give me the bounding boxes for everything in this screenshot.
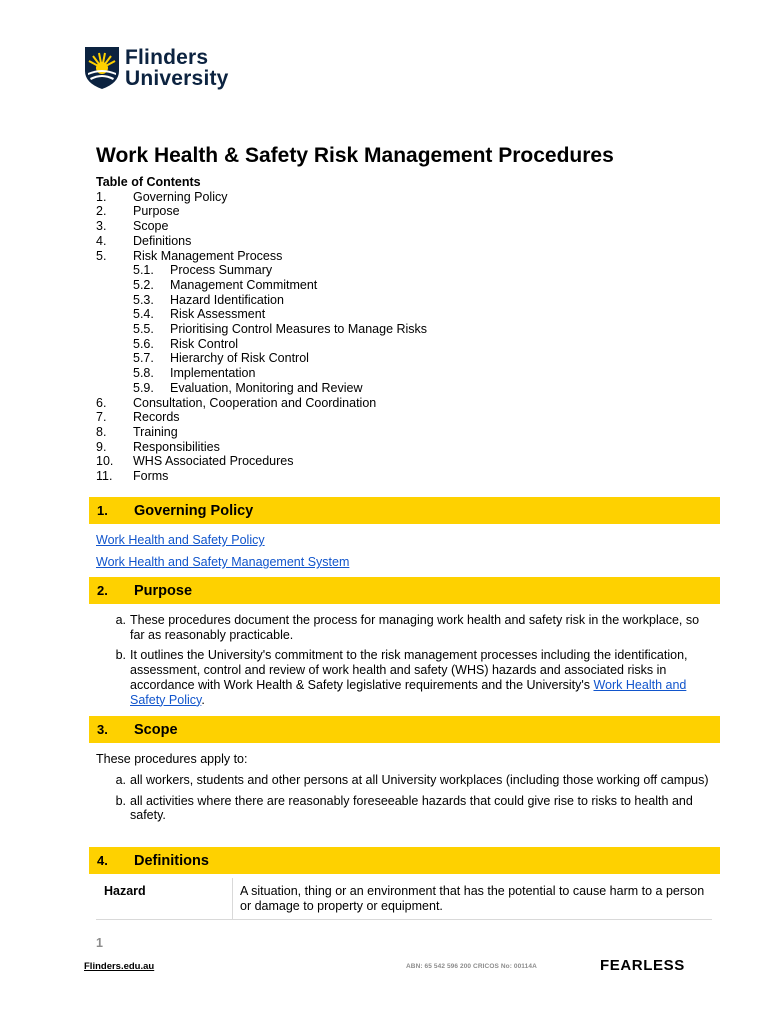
toc-item[interactable] [96, 249, 427, 264]
toc-item-label: Consultation, Cooperation and Coordination [133, 395, 377, 410]
table-of-contents [96, 175, 427, 484]
toc-item-number: 5.3. [133, 292, 154, 307]
toc-item-number: 10. [96, 454, 114, 469]
toc-item-label: Purpose [133, 204, 180, 219]
scope-intro: These procedures apply to: [96, 752, 248, 766]
list-marker: b. [115, 648, 126, 663]
toc-item-label: Governing Policy [133, 189, 228, 204]
toc-item[interactable] [96, 425, 427, 440]
section-heading-scope [89, 716, 720, 743]
toc-item-label: Hazard Identification [170, 292, 284, 307]
list-text: all activities where there are reasonably foreseeable hazards that could give rise to risks to health and safety. [130, 793, 693, 823]
toc-item-number: 3. [96, 219, 107, 234]
toc-item-number: 2. [96, 204, 107, 219]
toc-item[interactable] [96, 366, 427, 381]
section-heading-definitions [89, 847, 720, 874]
shield-icon [85, 47, 119, 89]
whs-policy-link[interactable]: Work Health and Safety Policy [96, 533, 265, 547]
toc-item-label: Risk Control [170, 336, 239, 351]
abn-cricos: ABN: 65 542 596 200 CRICOS No: 00114A [406, 963, 537, 970]
toc-item[interactable] [96, 351, 427, 366]
toc-item-number: 1. [96, 189, 107, 204]
toc-item-number: 5.1. [133, 263, 154, 278]
section-title: Definitions [134, 852, 209, 869]
toc-item[interactable] [96, 469, 427, 484]
toc-item-label: Responsibilities [133, 439, 220, 454]
list-marker: b. [115, 793, 126, 808]
toc-item-label: Implementation [170, 366, 256, 381]
list-marker: a. [115, 613, 126, 627]
toc-item[interactable] [96, 190, 427, 205]
toc-item-number: 11. [96, 469, 113, 484]
whs-management-system-link[interactable]: Work Health and Safety Management System [96, 555, 350, 569]
toc-item-number: 5.4. [133, 307, 154, 322]
list-item [96, 794, 712, 823]
definition-text: A situation, thing or an environment that has the potential to cause harm to a person or damage to property or equipment. [240, 884, 705, 913]
toc-item[interactable] [96, 381, 427, 396]
toc-item-number: 5.5. [133, 322, 154, 337]
section-title: Governing Policy [134, 502, 254, 519]
list-text-tail: . [201, 692, 205, 707]
toc-item-label: Risk Assessment [170, 307, 266, 322]
toc-heading: Table of Contents [96, 175, 201, 189]
toc-item-label: Evaluation, Monitoring and Review [170, 380, 363, 395]
toc-item-label: Forms [133, 469, 169, 484]
toc-item[interactable] [96, 263, 427, 278]
logo-line1: Flinders [125, 46, 209, 69]
website-link[interactable]: Flinders.edu.au [84, 961, 155, 972]
toc-item-label: Prioritising Control Measures to Manage Risks [170, 322, 428, 337]
toc-item[interactable] [96, 454, 427, 469]
toc-item-number: 5.7. [133, 351, 154, 366]
toc-item[interactable] [96, 307, 427, 322]
toc-item-label: Hierarchy of Risk Control [170, 351, 309, 366]
toc-item-number: 7. [96, 410, 107, 425]
toc-item-number: 5. [96, 248, 107, 263]
section-heading-governing-policy [89, 497, 720, 524]
list-marker: a. [115, 773, 126, 787]
section-number: 1. [97, 503, 108, 518]
list-item [96, 648, 712, 707]
definitions-table [96, 878, 712, 920]
toc-item-label: Definitions [133, 233, 192, 248]
toc-item-label: Risk Management Process [133, 248, 283, 263]
section-title: Purpose [134, 582, 193, 599]
definition-term: Hazard [96, 878, 233, 919]
toc-item-label: Scope [133, 219, 169, 234]
toc-item-label: WHS Associated Procedures [133, 454, 294, 469]
toc-item-label: Management Commitment [170, 277, 318, 292]
section-number: 4. [97, 853, 108, 868]
toc-item[interactable] [96, 337, 427, 352]
toc-item[interactable] [96, 204, 427, 219]
brand-tagline: FEARLESS [600, 957, 685, 974]
toc-item-label: Records [133, 410, 180, 425]
toc-item[interactable] [96, 322, 427, 337]
page-number: 1 [96, 936, 103, 950]
toc-item-number: 5.2. [133, 277, 154, 292]
toc-item[interactable] [96, 219, 427, 234]
toc-item[interactable] [96, 234, 427, 249]
toc-item-number: 8. [96, 424, 107, 439]
list-item [96, 773, 712, 788]
section-heading-purpose [89, 577, 720, 604]
toc-item-number: 5.9. [133, 380, 154, 395]
page-title: Work Health & Safety Risk Management Procedures [96, 144, 614, 167]
list-text: These procedures document the process for managing work health and safety risk in the workplace, so far as reasonably practicable. [130, 613, 700, 642]
toc-item-label: Process Summary [170, 263, 273, 278]
toc-item-number: 9. [96, 439, 107, 454]
purpose-list [96, 613, 712, 713]
toc-item-number: 5.8. [133, 366, 154, 381]
whs-policy-inline-link[interactable]: Work Health and Safety Policy [130, 677, 687, 707]
toc-item-number: 5.6. [133, 336, 154, 351]
toc-item[interactable] [96, 410, 427, 425]
university-logo [85, 47, 229, 89]
toc-item[interactable] [96, 278, 427, 293]
logo-line2: University [125, 67, 229, 90]
section-title: Scope [134, 721, 178, 738]
toc-item-number: 6. [96, 395, 107, 410]
section-number: 2. [97, 583, 108, 598]
toc-item[interactable] [96, 293, 427, 308]
list-text: It outlines the University's commitment to the risk management processes including the identification, assessment, control and review of work health and safety (WHS) hazards and associated risks in accordance with Work Health & Safety legislative requirements and the University's [130, 648, 688, 692]
scope-list [96, 773, 712, 829]
toc-item[interactable] [96, 440, 427, 455]
toc-item-label: Training [133, 424, 178, 439]
toc-item-number: 4. [96, 233, 107, 248]
toc-item[interactable] [96, 396, 427, 411]
list-text: all workers, students and other persons at all University workplaces (including those working off campus) [130, 773, 709, 787]
list-item [96, 613, 712, 642]
section-number: 3. [97, 722, 108, 737]
